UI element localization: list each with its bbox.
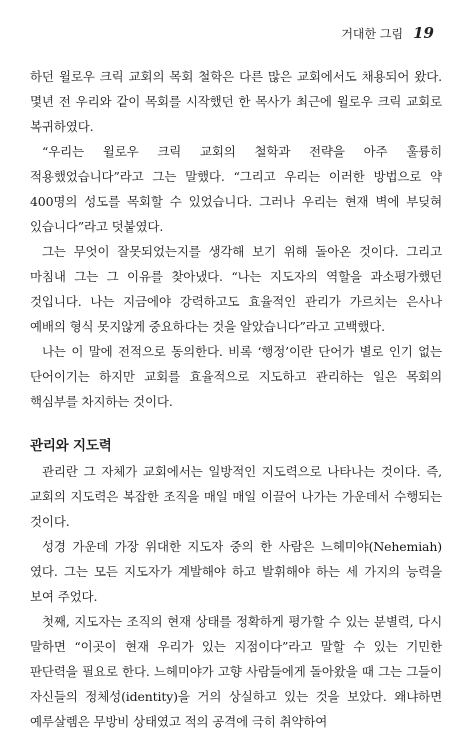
chapter-title: 거대한 그림 <box>341 27 404 41</box>
paragraph: 성경 가운데 가장 위대한 지도자 중의 한 사람은 느헤미야(Nehemiah)였다. 그는 모든 지도자가 계발해야 하고 발휘해야 하는 세 가지의 능력을 보여 주었다. <box>30 539 442 604</box>
paragraph: “우리는 윌로우 크릭 교회의 철학과 전략을 아주 훌륭히 적용했었습니다”라고 그는 말했다. “그리고 우리는 이러한 방법으로 약 400명의 성도를 목회할 수 있었습니다. 그러나 우리는 현재 벽에 부딪혀 있습니다”라고 덧붙였다. <box>30 144 442 234</box>
page-number: 19 <box>413 24 434 42</box>
running-header <box>341 24 434 42</box>
paragraph: 첫째, 지도자는 조직의 현재 상태를 정확하게 평가할 수 있는 분별력, 다시 말하면 “이곳이 현재 우리가 있는 지점이다”라고 말할 수 있는 기민한 판단력을 필요로 한다. 느헤미야가 고향 사람들에게 돌아왔을 때 그는 그들이 자신들의 정체성(identity)을 거의 상실하고 있는 것을 보았다. 왜냐하면 예루살렘은 무방비 상태였고 적의 공격에 극히 취약하여 <box>30 614 442 729</box>
body-text <box>30 64 442 734</box>
paragraph: 관리란 그 자체가 교회에서는 일방적인 지도력으로 나타나는 것이다. 즉, 교회의 지도력은 복잡한 조직을 매일 매일 이끌어 나가는 가운데서 수행되는 것이다. <box>30 464 442 529</box>
paragraph: 그는 무엇이 잘못되었는지를 생각해 보기 위해 돌아온 것이다. 그리고 마침내 그는 그 이유를 찾아냈다. “나는 지도자의 역할을 과소평가했던 것입니다. 나는 지금에야 강력하고도 효율적인 관리가 가르치는 은사나 예배의 형식 못지않게 중요하다는 것을 알았습니다”라고 고백했다. <box>30 244 442 334</box>
section-heading: 관리와 지도력 <box>30 438 112 454</box>
paragraph: 하던 윌로우 크릭 교회의 목회 철학은 다른 많은 교회에서도 채용되어 왔다. 몇년 전 우리와 같이 목회를 시작했던 한 목사가 최근에 윌로우 크릭 교회로 복귀하였다. <box>30 69 442 134</box>
paragraph: 나는 이 말에 전적으로 동의한다. 비록 ‘행정’이란 단어가 별로 인기 없는 단어이기는 하지만 교회를 효율적으로 지도하고 관리하는 일은 목회의 핵심부를 차지하는 것이다. <box>30 344 442 409</box>
